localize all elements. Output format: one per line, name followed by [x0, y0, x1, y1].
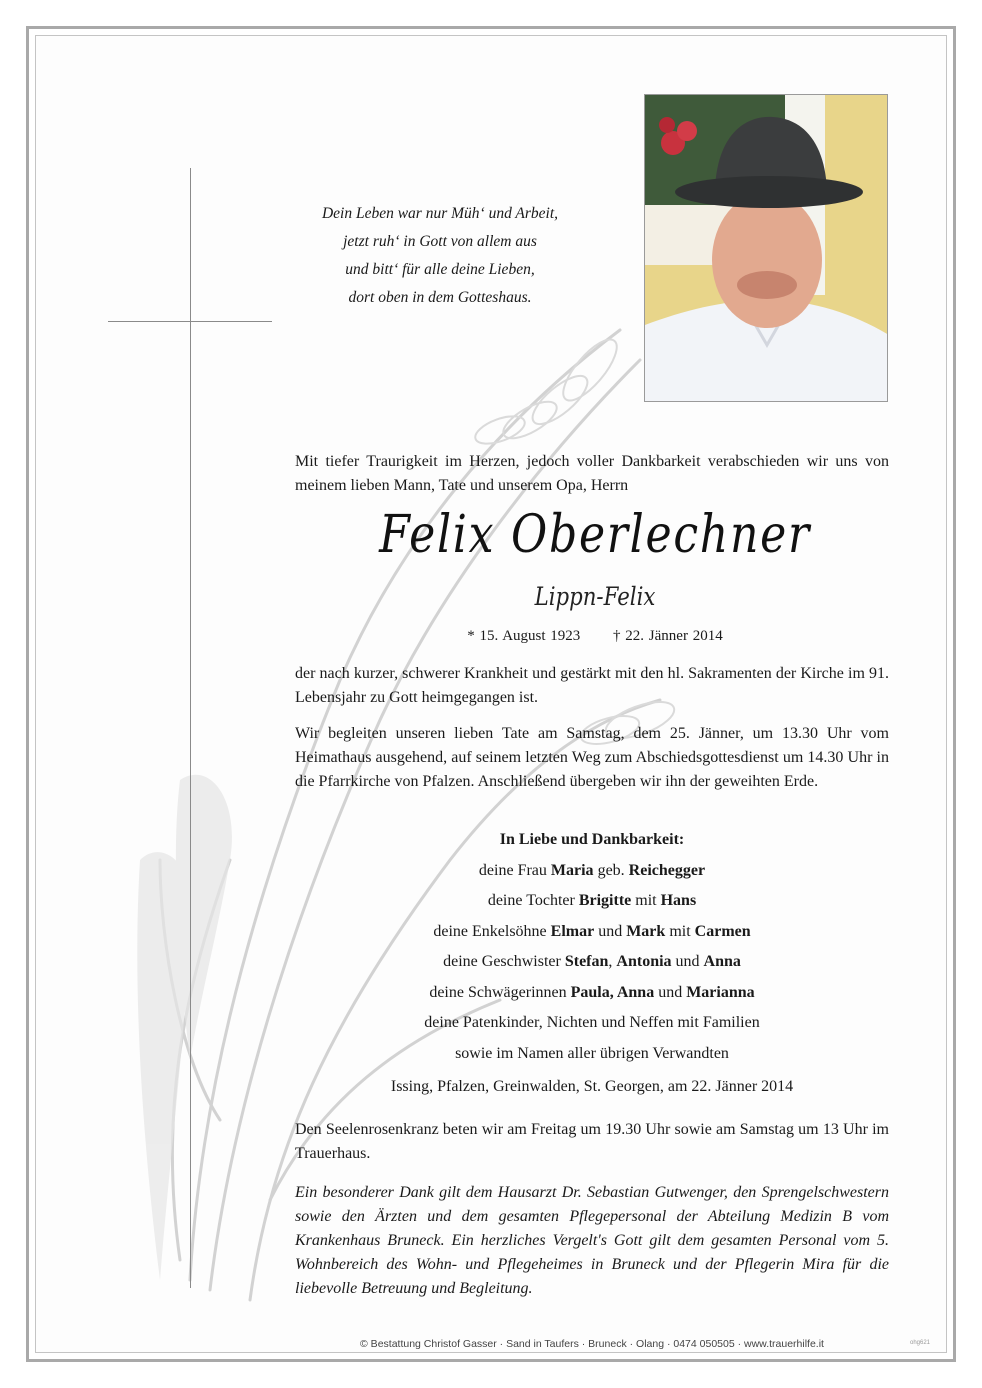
family-line-text: mit [631, 892, 661, 909]
family-member-name: Marianna [686, 983, 755, 1001]
cross-vertical [190, 168, 191, 1288]
intro-text: Mit tiefer Traurigkeit im Herzen, jedoch voller Dankbarkeit verabschieden wir uns von meinem lieben Mann, Tate und unserem Opa, Herrn [295, 453, 889, 494]
family-line [295, 856, 889, 887]
cross-horizontal [108, 321, 272, 322]
family-line [295, 947, 889, 978]
family-line-text: und [671, 953, 704, 970]
footer-credit: © Bestattung Christof Gasser · Sand in Taufers · Bruneck · Olang · 0474 050505 · www.trauerhilfe.it [360, 1338, 824, 1350]
family-member-name: Mark [626, 922, 666, 940]
family-member-name: Hans [660, 892, 697, 909]
family-line [295, 886, 889, 917]
family-member-name: Brigitte [578, 892, 632, 909]
family-member-name: Paula, Anna [570, 983, 655, 1001]
deceased-nickname: Lippn-Felix [534, 582, 656, 611]
family-line [295, 917, 889, 948]
thanks-paragraph: Ein besonderer Dank gilt dem Hausarzt Dr. Sebastian Gutwenger, den Sprengelschwestern sowie den Ärzten und dem gesamten Pflegepersonal der Abteilung Medizin B vom Krankenhaus Bruneck. Ein herzliches Vergelt's Gott gilt dem gesamten Personal vom 5. Wohnbereich des Wohn- und Pflegeheimes in Bruneck und der Pflegerin Mira für die liebevolle Betreuung und Begleitung. [295, 1184, 889, 1297]
family-heading: In Liebe und Dankbarkeit: [499, 831, 685, 848]
family-line [295, 1008, 889, 1039]
deceased-name: Felix Oberlechner [379, 505, 811, 565]
family-member-name: Reichegger [628, 861, 706, 879]
family-line-text: deine Tochter [487, 892, 579, 909]
family-member-name: Antonia [616, 953, 672, 970]
family-list [295, 825, 889, 1069]
poem-line: Dein Leben war nur Müh‘ und Arbeit, [321, 205, 559, 222]
family-line-text: und [594, 922, 627, 940]
poem-line: dort oben in dem Gotteshaus. [348, 289, 532, 306]
family-member-name: Maria [550, 861, 594, 879]
place-date: Issing, Pfalzen, Greinwalden, St. Georgen, am 22. Jänner 2014 [390, 1078, 794, 1095]
birth-date: * 15. August 1923 [467, 628, 581, 644]
family-line [295, 978, 889, 1009]
death-date: † 22. Jänner 2014 [613, 628, 723, 644]
poem-line: jetzt ruh‘ in Gott von allem aus [343, 233, 537, 250]
family-line-text: sowie im Namen aller übrigen Verwandten [455, 1044, 729, 1062]
family-line-text: deine Patenkinder, Nichten und Neffen mit Familien [424, 1014, 760, 1031]
family-line-text: deine Geschwister [443, 953, 565, 970]
family-member-name: Anna [703, 953, 741, 970]
poem-line: und bitt‘ für alle deine Lieben, [345, 261, 535, 278]
life-dates [300, 628, 890, 645]
family-line-text: mit [665, 922, 695, 940]
family-member-name: Carmen [694, 922, 751, 940]
family-member-name: Elmar [550, 922, 595, 940]
family-line-text: deine Frau [478, 861, 551, 879]
family-line-text: und [654, 983, 687, 1001]
funeral-paragraph: Wir begleiten unseren lieben Tate am Samstag, dem 25. Jänner, um 13.30 Uhr vom Heimathaus ausgehend, auf seinem letzten Weg zum Abschiedsgottesdienst um 14.30 Uhr in die Pfarrkirche von Pfalzen. Anschließend übergeben wir ihn der geweihten Erde. [295, 725, 889, 790]
family-line-text: geb. [593, 861, 629, 879]
family-line-text: deine Schwägerinnen [429, 983, 571, 1001]
rosary-paragraph: Den Seelenrosenkranz beten wir am Freitag um 19.30 Uhr sowie am Samstag um 13 Uhr im Trauerhaus. [295, 1121, 889, 1162]
family-line-text: , [608, 953, 617, 970]
portrait-photo [644, 94, 888, 402]
family-member-name: Stefan [564, 953, 609, 970]
template-code: ohg621 [910, 1340, 931, 1346]
family-line [295, 1039, 889, 1070]
family-line-text: deine Enkelsöhne [433, 922, 551, 940]
poem [300, 200, 580, 312]
death-paragraph: der nach kurzer, schwerer Krankheit und gestärkt mit den hl. Sakramenten der Kirche im 91. Lebensjahr zu Gott heimgegangen ist. [295, 665, 889, 706]
